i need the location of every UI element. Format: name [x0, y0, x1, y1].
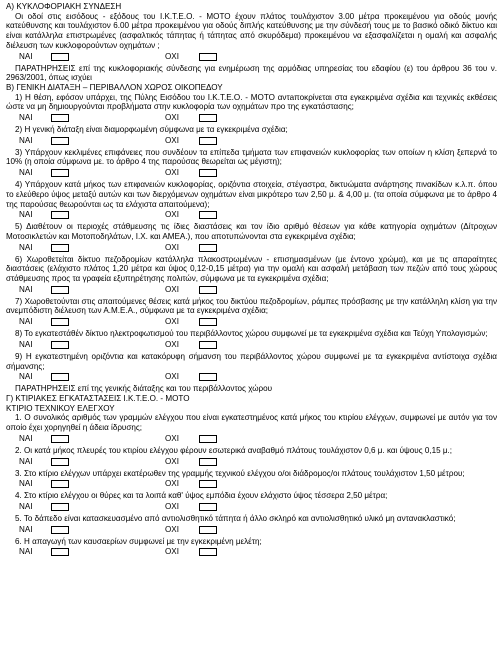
- yes-checkbox[interactable]: [51, 503, 69, 511]
- form-paragraph: 1. Ο συνολικός αριθμός των γραμμών ελέγχου που είναι εγκατεστημένος κατά μήκος του κτιρίου ελέγχων, συμφωνεί με αυτόν για τον οποίο έχει χορηγηθεί η άδεια ίδρυσης;: [6, 413, 497, 433]
- no-label: ΟΧΙ: [165, 113, 179, 123]
- yes-no-row: [6, 136, 497, 147]
- yes-no-row: [6, 372, 497, 383]
- yes-no-row: [6, 113, 497, 124]
- form-paragraph: 6) Χωροθετείται δίκτυο πεζοδρομίων κατάλληλα πλακοστρωμένων - επισημασμένων (με έντονο χρώμα), και με τις απαραίτητες διαστάσεις (ελάχιστο πλάτος 1,20 μέτρα και ύψος 0,12-0,15 μέτρα) για την ομαλή και ασφαλή μετάβαση των πεζών από τους χώρους στάθμευσης προς τα γραφεία εξυπηρέτησης πολιτών, σύμφωνα με τα εγκεκριμένα σχέδια;: [6, 254, 497, 284]
- yes-no-row: [6, 434, 497, 445]
- no-checkbox[interactable]: [199, 480, 217, 488]
- yes-label: ΝΑΙ: [19, 524, 33, 534]
- yes-label: ΝΑΙ: [19, 168, 33, 178]
- no-label: ΟΧΙ: [165, 501, 179, 511]
- no-checkbox[interactable]: [199, 373, 217, 381]
- form-paragraph: ΠΑΡΑΤΗΡΗΣΕΙΣ επί της κυκλοφοριακής σύνδεσης για ενημέρωση της αρμόδιας υπηρεσίας του εδαφίου (ε) του άρθρου 36 του ν. 2963/2001, όπως ισχύει: [6, 63, 497, 83]
- form-paragraph: 5) Διαθέτουν οι περιοχές στάθμευσης τις ίδιες διαστάσεις και τον ίδιο αριθμό θέσεων για κάθε κατηγορία οχημάτων (Δίτροχων Μοτοσικλετών και Μοτοποδηλάτων, Ι.Χ. και ΑΜΕΑ.), που αποτυπώνονται στα εγκεκριμένα σχέδια;: [6, 222, 497, 241]
- no-checkbox[interactable]: [199, 548, 217, 556]
- yes-checkbox[interactable]: [51, 435, 69, 443]
- no-checkbox[interactable]: [199, 341, 217, 349]
- yes-label: ΝΑΙ: [19, 210, 33, 220]
- no-checkbox[interactable]: [199, 503, 217, 511]
- yes-checkbox[interactable]: [51, 480, 69, 488]
- form-paragraph: 4) Υπάρχουν κατά μήκος των επιφανειών κυκλοφορίας, οριζόντια στοιχεία, στέγαστρα, δικτυώματα ανάρτησης πινακίδων κ.λ.π. όπου το ελεύθερο ύψος μεταξύ αυτών και των διερχόμενων οχημάτων είναι μικρότερο των 2,50 μ. & 4,00 μ. (τα οποία σύμφωνα με το άρθρο 4 της παρούσας θεωρούνται ως τα ελάχιστα απαιτούμενα);: [6, 180, 497, 209]
- yes-no-row: [6, 525, 497, 536]
- yes-label: ΝΑΙ: [19, 339, 33, 349]
- form-paragraph: 7) Χωροθετούνται στις απαιτούμενες θέσεις κατά μήκος του δικτύου πεζοδρομίων, ράμπες πρόσβασης με την κατάλληλη κλίση για την ανεμπόδιστη διέλευση των Α.Μ.Ε.Α., σύμφωνα με τα εγκεκριμένα σχέδια;: [6, 296, 497, 316]
- no-label: ΟΧΙ: [165, 135, 179, 145]
- yes-label: ΝΑΙ: [19, 113, 33, 123]
- no-label: ΟΧΙ: [165, 284, 179, 294]
- yes-no-row: [6, 547, 497, 558]
- no-label: ΟΧΙ: [165, 479, 179, 489]
- form-paragraph: 8) Το εγκατεστάθέν δίκτυο ηλεκτροφωτισμού του περιβάλλοντος χώρου συμφωνεί με τα εγκεκριμένα σχέδια και Τεύχη Υπολογισμών;: [15, 329, 488, 339]
- no-checkbox[interactable]: [199, 244, 217, 252]
- no-checkbox[interactable]: [199, 318, 217, 326]
- form-paragraph: Β) ΓΕΝΙΚΗ ΔΙΑΤΑΞΗ – ΠΕΡΙΒΑΛΛΟΝ ΧΩΡΟΣ ΟΙΚΟΠΕΔΟΥ: [6, 82, 223, 92]
- yes-checkbox[interactable]: [51, 53, 69, 61]
- no-checkbox[interactable]: [199, 137, 217, 145]
- yes-checkbox[interactable]: [51, 548, 69, 556]
- yes-checkbox[interactable]: [51, 458, 69, 466]
- yes-checkbox[interactable]: [51, 526, 69, 534]
- yes-label: ΝΑΙ: [19, 433, 33, 443]
- form-paragraph: 5. Το δάπεδο είναι κατασκευασμένο από αντιολισθητικό τάπητα ή άλλο σκληρό και αντιολισθητικό υλικό μη αντανακλαστικό;: [15, 513, 456, 523]
- yes-no-row: [6, 243, 497, 254]
- no-label: ΟΧΙ: [165, 339, 179, 349]
- no-label: ΟΧΙ: [165, 242, 179, 252]
- yes-label: ΝΑΙ: [19, 456, 33, 466]
- yes-checkbox[interactable]: [51, 114, 69, 122]
- form-paragraph: 2) Η γενική διάταξη είναι διαμορφωμένη σύμφωνα με τα εγκεκριμένα σχέδια;: [15, 125, 288, 135]
- form-paragraph: Α) ΚΥΚΛΟΦΟΡΙΑΚΗ ΣΥΝΔΕΣΗ: [6, 2, 122, 11]
- form-paragraph: Γ) ΚΤΙΡΙΑΚΕΣ ΕΓΚΑΤΑΣΤΑΣΕΙΣ Ι.Κ.Τ.Ε.Ο. - ΜΟΤΟ: [6, 393, 190, 403]
- no-label: ΟΧΙ: [165, 168, 179, 178]
- yes-label: ΝΑΙ: [19, 51, 33, 61]
- no-label: ΟΧΙ: [165, 547, 179, 557]
- yes-label: ΝΑΙ: [19, 317, 33, 327]
- no-label: ΟΧΙ: [165, 433, 179, 443]
- form-paragraph: 3) Υπάρχουν κεκλιμένες επιφάνειες που συνδέουν τα επίπεδα τμήματα των επιφανειών κυκλοφορίας των οποίων η κλίση ξεπερνά το 10% (η οποία σύμφωνα με. το άρθρο 4 της παρούσας θεωρείται ως μέγιστη);: [6, 147, 497, 167]
- yes-label: ΝΑΙ: [19, 501, 33, 511]
- form-paragraph: 9) Η εγκατεστημένη οριζόντια και κατακόρυφη σήμανση του περιβάλλοντος χώρου συμφωνεί με τα εγκεκριμένα αντίστοιχα σχέδια σήμανσης;: [6, 351, 497, 371]
- no-checkbox[interactable]: [199, 526, 217, 534]
- form-paragraph: 1) Η θέση, εφόσον υπάρχει, της Πύλης Εισόδου του Ι.Κ.Τ.Ε.Ο. - ΜΟΤΟ αντaποκρίνεται στα εγκεκριμένα σχέδια και τεχνικές εκθέσεις ώστε να μη δημιουργούνται προβλήματα στην κυκλοφορία των οχημάτων προ της εγκατάστασης;: [6, 92, 497, 112]
- yes-checkbox[interactable]: [51, 244, 69, 252]
- no-label: ΟΧΙ: [165, 51, 179, 61]
- no-label: ΟΧΙ: [165, 372, 179, 382]
- yes-label: ΝΑΙ: [19, 284, 33, 294]
- form-paragraph: ΚΤΙΡΙΟ ΤΕΧΝΙΚΟΥ ΕΛΕΓΧΟΥ: [6, 403, 115, 413]
- yes-checkbox[interactable]: [51, 341, 69, 349]
- yes-checkbox[interactable]: [51, 286, 69, 294]
- no-checkbox[interactable]: [199, 114, 217, 122]
- no-checkbox[interactable]: [199, 211, 217, 219]
- yes-checkbox[interactable]: [51, 169, 69, 177]
- no-checkbox[interactable]: [199, 53, 217, 61]
- yes-no-row: [6, 168, 497, 179]
- no-checkbox[interactable]: [199, 169, 217, 177]
- no-label: ΟΧΙ: [165, 456, 179, 466]
- no-label: ΟΧΙ: [165, 210, 179, 220]
- yes-label: ΝΑΙ: [19, 547, 33, 557]
- no-label: ΟΧΙ: [165, 524, 179, 534]
- no-checkbox[interactable]: [199, 435, 217, 443]
- no-checkbox[interactable]: [199, 286, 217, 294]
- yes-label: ΝΑΙ: [19, 135, 33, 145]
- yes-no-row: [6, 317, 497, 328]
- yes-no-row: [6, 340, 497, 351]
- yes-label: ΝΑΙ: [19, 479, 33, 489]
- yes-checkbox[interactable]: [51, 318, 69, 326]
- yes-no-row: [6, 210, 497, 221]
- yes-no-row: [6, 457, 497, 468]
- yes-checkbox[interactable]: [51, 211, 69, 219]
- yes-no-row: [6, 285, 497, 296]
- form-paragraph: 3. Στο κτίριο ελέγχων υπάρχει εκατέρωθεν της γραμμής τεχνικού ελέγχου ο/οι διάδρομος/οι πλάτους τουλάχιστον 1,50 μέτρου;: [15, 468, 465, 478]
- form-paragraph: 2. Οι κατά μήκος πλευρές του κτιρίου ελέγχου φέρουν εσωτερικά αναβαθμό πλάτους τουλάχιστον 0,6 μ. και ύψους 0,15 μ.;: [15, 445, 453, 455]
- yes-label: ΝΑΙ: [19, 372, 33, 382]
- yes-label: ΝΑΙ: [19, 242, 33, 252]
- form-paragraph: Οι οδοί στις εισόδους - εξόδους του Ι.Κ.Τ.Ε.Ο. - ΜΟΤΟ έχουν πλάτος τουλάχιστον 3.00 μέτρα προκειμένου για οδούς μονής κατεύθυνσης και τουλάχιστον 6.00 μέτρα προκειμένου για οδούς διπλής κατεύθυνσης με την σύνδεσή τους με το βασικό οδικό δίκτυο και είναι κατάλληλα επιστρωμένες (ασφαλτικός τάπητας ή τάπητας από σκυρόδεμα) προκειμένου να εξασφαλίζεται η ομαλή και ασφαλής διέλευση των κυκλοφορούντων οχημάτων ;: [6, 11, 497, 50]
- form-paragraph: 4. Στο κτίριο ελέγχου οι θύρες και τα λοιπά καθ' ύψος εμπόδια έχουν ελάχιστο ύψος τέσσερα 2,50 μέτρα;: [15, 491, 388, 501]
- yes-no-row: [6, 479, 497, 490]
- yes-no-row: [6, 502, 497, 513]
- form-paragraph: 6. Η απαγωγή των καυσαερίων συμφωνεί με την εγκεκριμένη μελέτη;: [15, 536, 262, 546]
- no-label: ΟΧΙ: [165, 317, 179, 327]
- form-paragraph: ΠΑΡΑΤΗΡΗΣΕΙΣ επί της γενικής διάταξης και του περιβάλλοντος χώρου: [15, 384, 273, 394]
- yes-checkbox[interactable]: [51, 373, 69, 381]
- no-checkbox[interactable]: [199, 458, 217, 466]
- yes-checkbox[interactable]: [51, 137, 69, 145]
- yes-no-row: [6, 52, 497, 63]
